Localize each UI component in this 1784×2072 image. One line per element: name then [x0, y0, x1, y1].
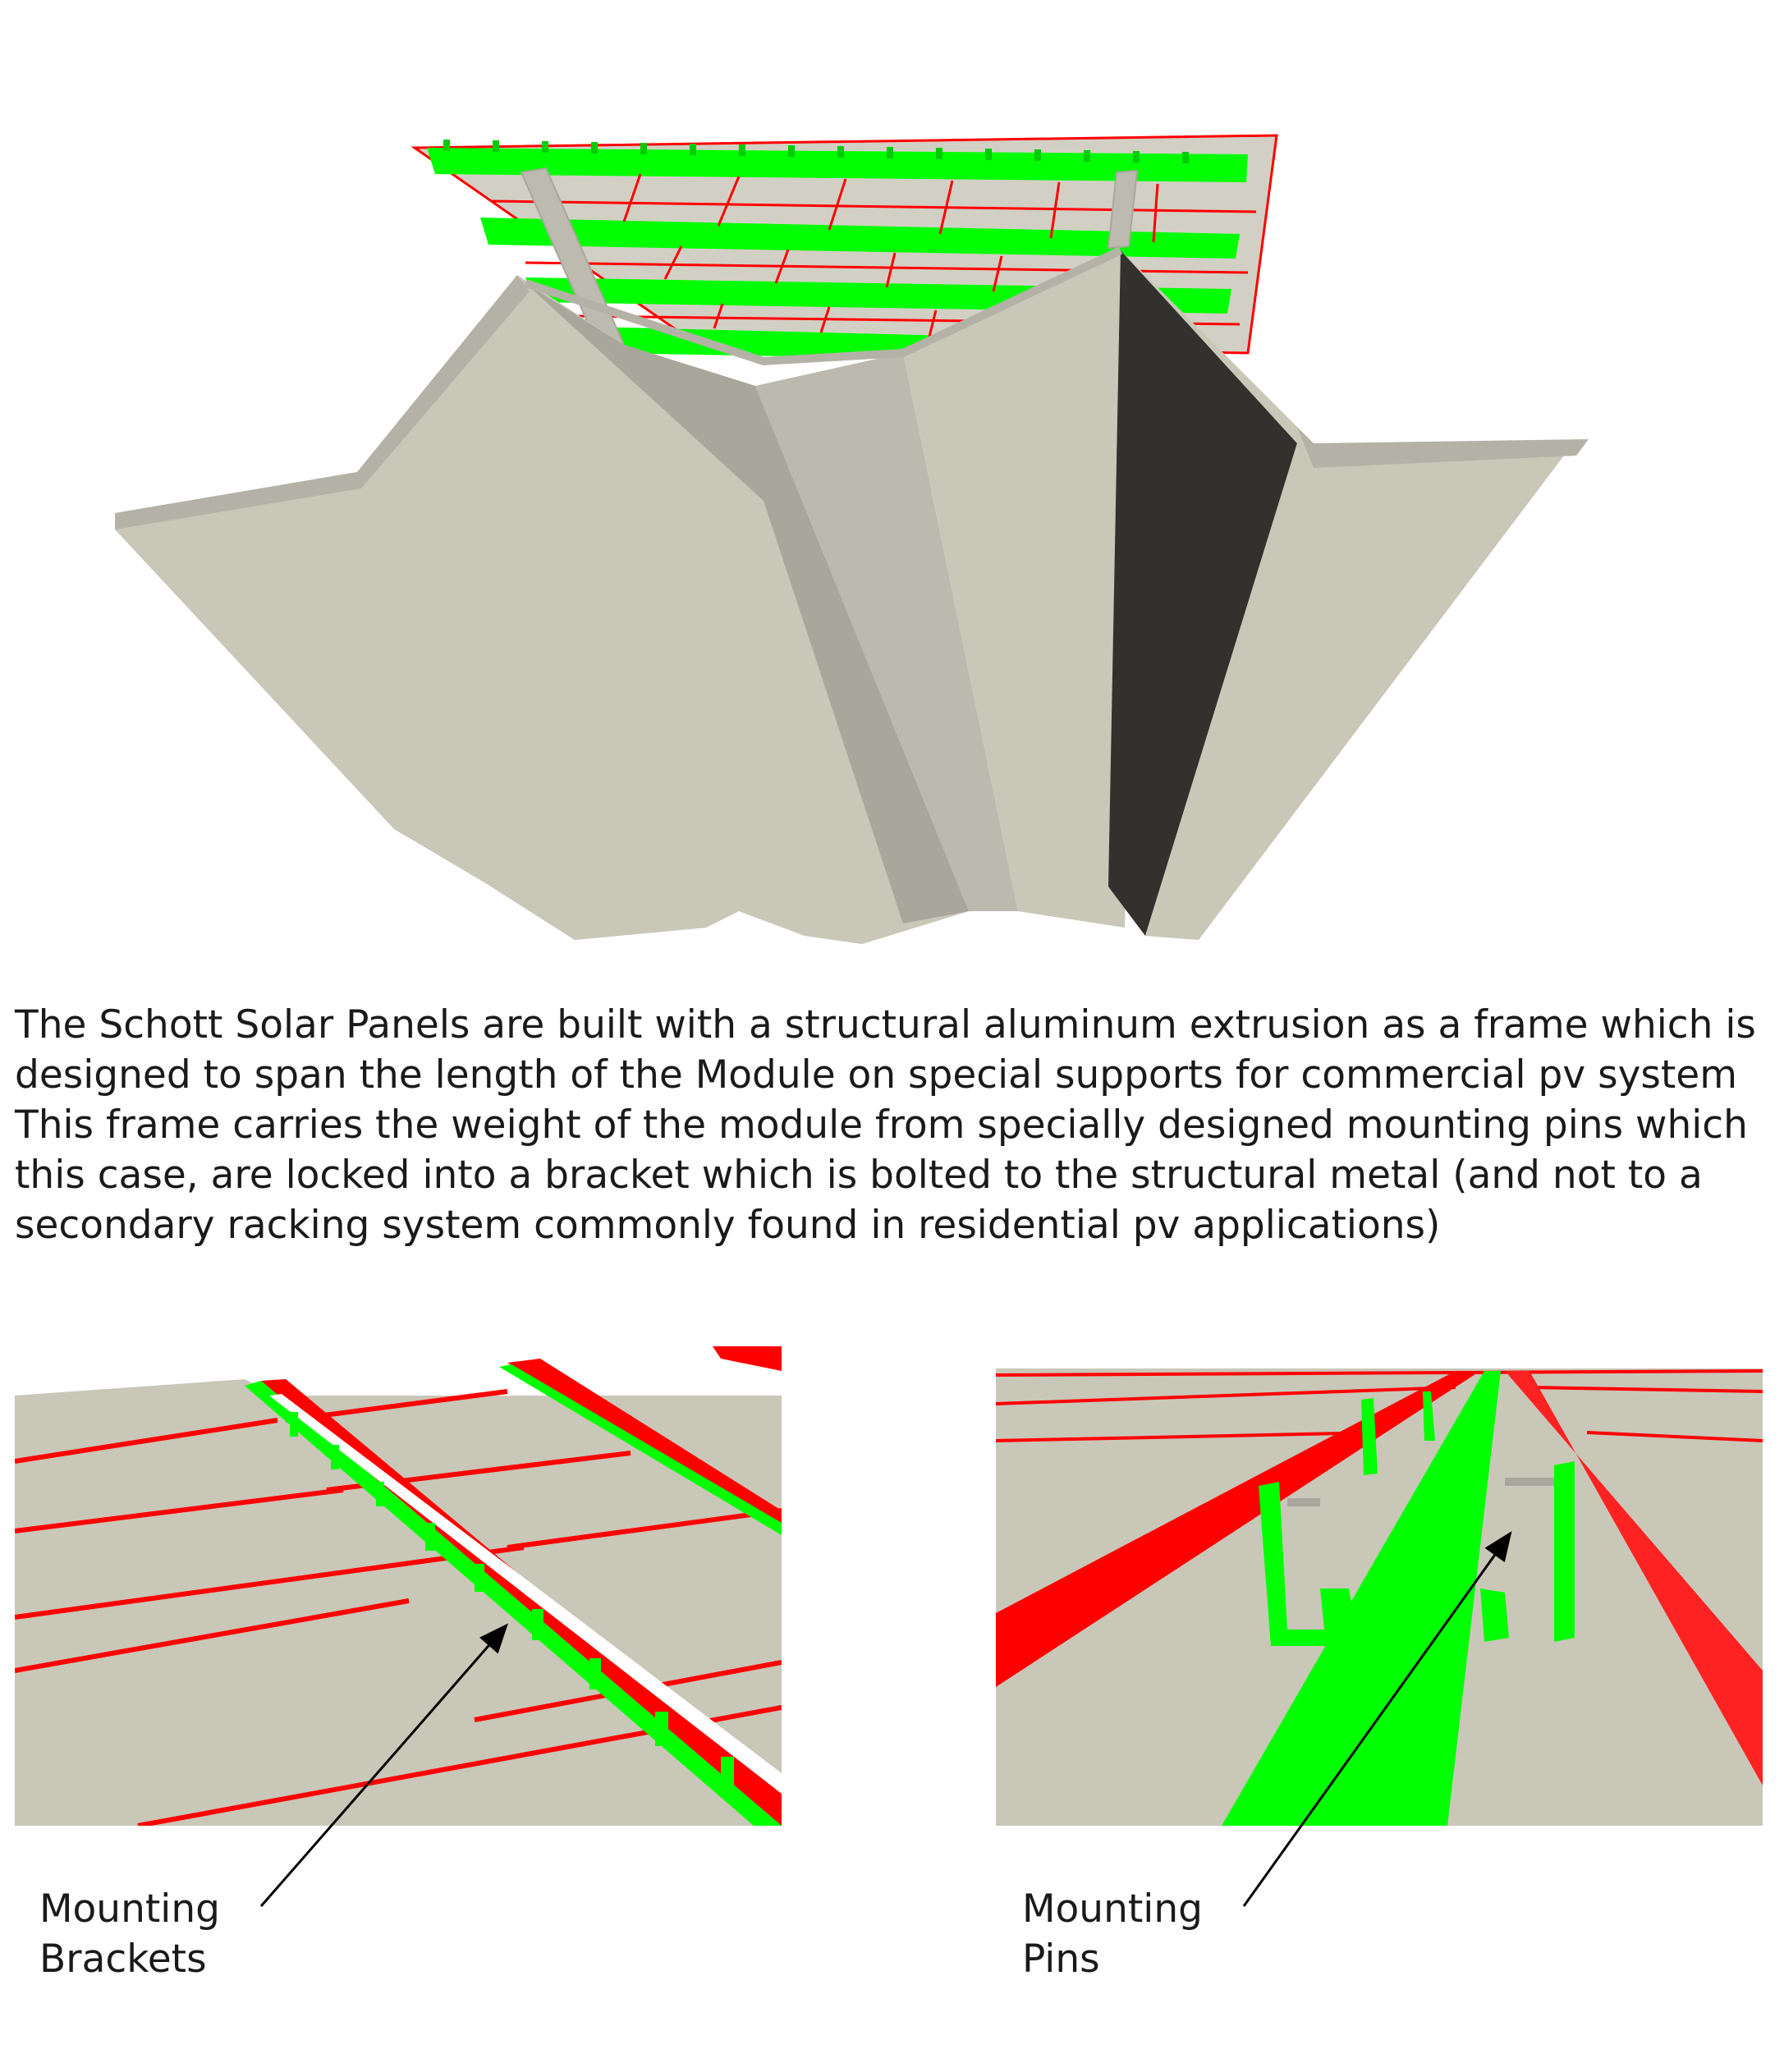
callout-mounting-pins: [1022, 1884, 1203, 1984]
mounting-pins-illustration: [996, 1359, 1763, 1826]
callout-label-line: Mounting: [39, 1886, 220, 1932]
mounting-brackets-illustration: [15, 1346, 782, 1826]
callout-label-line: Brackets: [39, 1937, 207, 1982]
description-line: secondary racking system commonly found in residential pv applications): [15, 1203, 1441, 1248]
description-line: designed to span the length of the Module on special supports for commercial pv system: [15, 1052, 1737, 1098]
description-line: this case, are locked into a bracket which is bolted to the structural metal (and not to a: [15, 1153, 1703, 1198]
description-line: The Schott Solar Panels are built with a structural aluminum extrusion as a frame which is: [15, 1002, 1756, 1047]
description-line: This frame carries the weight of the module from specially designed mounting pins which: [15, 1102, 1748, 1148]
roof-structure-illustration: [0, 0, 1784, 977]
callout-label-line: Pins: [1022, 1937, 1100, 1982]
callout-label-line: Mounting: [1022, 1886, 1203, 1932]
callout-mounting-brackets: [39, 1884, 220, 1984]
description-paragraph: [15, 1000, 1780, 1250]
